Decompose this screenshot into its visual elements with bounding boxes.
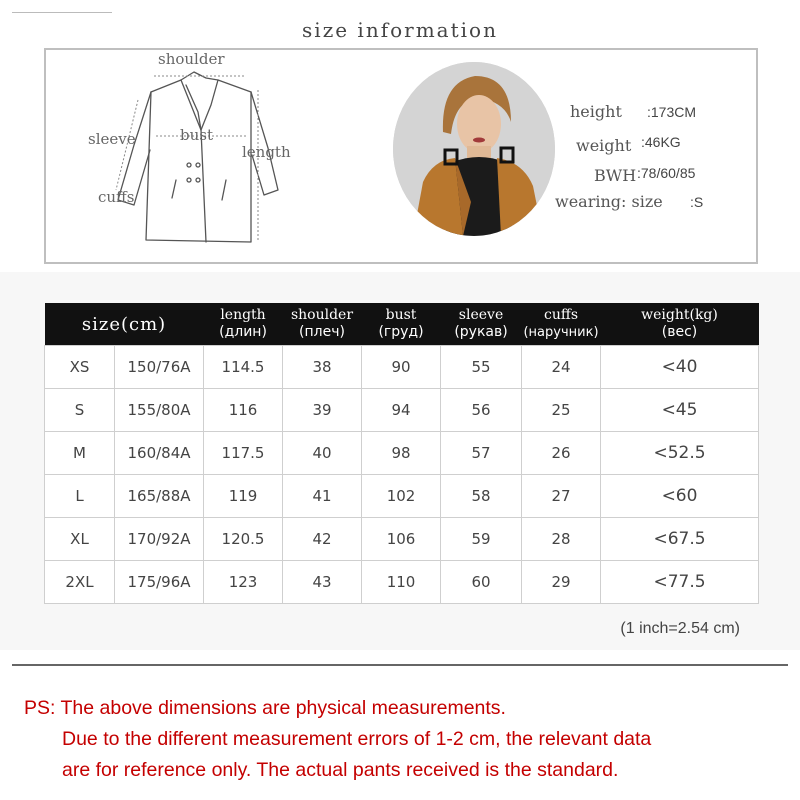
header-bust (362, 303, 441, 346)
page-title: size information (302, 18, 498, 42)
model-weight-label: weight (576, 136, 632, 155)
cell-spec: 170/92A (115, 518, 204, 561)
cell-bust: 102 (362, 475, 441, 518)
table-row (45, 518, 759, 561)
header-weight (601, 303, 759, 346)
cell-spec: 155/80A (115, 389, 204, 432)
header-length (204, 303, 283, 346)
cell-spec: 160/84A (115, 432, 204, 475)
table-row (45, 561, 759, 604)
model-bwh-value: :78/60/85 (637, 165, 696, 181)
cell-spec: 175/96A (115, 561, 204, 604)
size-table (44, 303, 759, 604)
header-sleeve (441, 303, 522, 346)
cell-size: XL (45, 518, 115, 561)
header-weight-en: weight(kg) (641, 307, 718, 323)
table-row (45, 432, 759, 475)
header-bust-en: bust (385, 307, 417, 323)
cell-size: XS (45, 346, 115, 389)
cell-weight: <45 (601, 389, 759, 432)
ps-line-2: Due to the different measurement errors of 1-2 cm, the relevant data (62, 728, 652, 750)
model-wearing-label: wearing: size (555, 192, 663, 211)
table-row (45, 475, 759, 518)
cell-length: 114.5 (204, 346, 283, 389)
model-weight-value: :46KG (641, 134, 681, 150)
cell-cuffs: 26 (522, 432, 601, 475)
header-size: size(cm) (45, 303, 204, 346)
cell-length: 116 (204, 389, 283, 432)
header-shoulder-ru: (плеч) (299, 324, 345, 340)
cell-shoulder: 39 (283, 389, 362, 432)
cell-shoulder: 41 (283, 475, 362, 518)
cell-weight: <67.5 (601, 518, 759, 561)
header-weight-ru: (вес) (661, 324, 698, 340)
cell-cuffs: 28 (522, 518, 601, 561)
table-header-row (45, 303, 759, 346)
section-divider (12, 664, 788, 666)
header-cuffs (522, 303, 601, 346)
cell-shoulder: 42 (283, 518, 362, 561)
model-photo (393, 62, 555, 236)
cell-sleeve: 60 (441, 561, 522, 604)
header-bust-ru: (груд) (378, 324, 424, 340)
cell-bust: 110 (362, 561, 441, 604)
cell-shoulder: 43 (283, 561, 362, 604)
cell-length: 119 (204, 475, 283, 518)
cell-sleeve: 59 (441, 518, 522, 561)
cell-shoulder: 40 (283, 432, 362, 475)
header-sleeve-en: sleeve (458, 307, 504, 323)
cell-weight: <60 (601, 475, 759, 518)
header-cuffs-en: cuffs (544, 307, 579, 323)
cell-shoulder: 38 (283, 346, 362, 389)
ps-line-3: are for reference only. The actual pants received is the standard. (62, 759, 619, 781)
inch-conversion-note: (1 inch=2.54 cm) (620, 620, 740, 637)
model-bwh-label: BWH (594, 166, 637, 185)
ps-line-1: PS: The above dimensions are physical measurements. (24, 697, 506, 719)
cell-size: L (45, 475, 115, 518)
cell-length: 120.5 (204, 518, 283, 561)
cell-spec: 165/88A (115, 475, 204, 518)
header-length-ru: (длин) (219, 324, 267, 340)
cell-weight: <52.5 (601, 432, 759, 475)
cell-size: S (45, 389, 115, 432)
length-label: length (242, 143, 291, 161)
cell-length: 123 (204, 561, 283, 604)
header-length-en: length (220, 307, 266, 323)
sleeve-label: sleeve (88, 130, 136, 148)
shoulder-label: shoulder (158, 50, 225, 68)
cell-cuffs: 25 (522, 389, 601, 432)
header-shoulder-en: shoulder (290, 307, 354, 323)
cell-cuffs: 27 (522, 475, 601, 518)
cell-bust: 106 (362, 518, 441, 561)
cell-bust: 90 (362, 346, 441, 389)
cell-sleeve: 57 (441, 432, 522, 475)
bust-label: bust (180, 126, 213, 144)
table-row (45, 346, 759, 389)
cell-cuffs: 29 (522, 561, 601, 604)
cell-sleeve: 56 (441, 389, 522, 432)
model-wearing-value: :S (690, 194, 704, 210)
cell-weight: <77.5 (601, 561, 759, 604)
table-row (45, 389, 759, 432)
cell-weight: <40 (601, 346, 759, 389)
model-height-label: height (570, 102, 622, 121)
cell-sleeve: 55 (441, 346, 522, 389)
header-sleeve-ru: (рукав) (454, 324, 508, 340)
header-cuffs-ru: (наручник) (523, 325, 599, 340)
cell-bust: 94 (362, 389, 441, 432)
top-decorative-line (12, 12, 112, 13)
header-shoulder (283, 303, 362, 346)
cell-length: 117.5 (204, 432, 283, 475)
cell-size: M (45, 432, 115, 475)
cell-bust: 98 (362, 432, 441, 475)
cell-size: 2XL (45, 561, 115, 604)
cell-sleeve: 58 (441, 475, 522, 518)
cell-spec: 150/76A (115, 346, 204, 389)
cell-cuffs: 24 (522, 346, 601, 389)
cuffs-label: cuffs (98, 188, 135, 206)
model-height-value: :173CM (647, 104, 697, 120)
